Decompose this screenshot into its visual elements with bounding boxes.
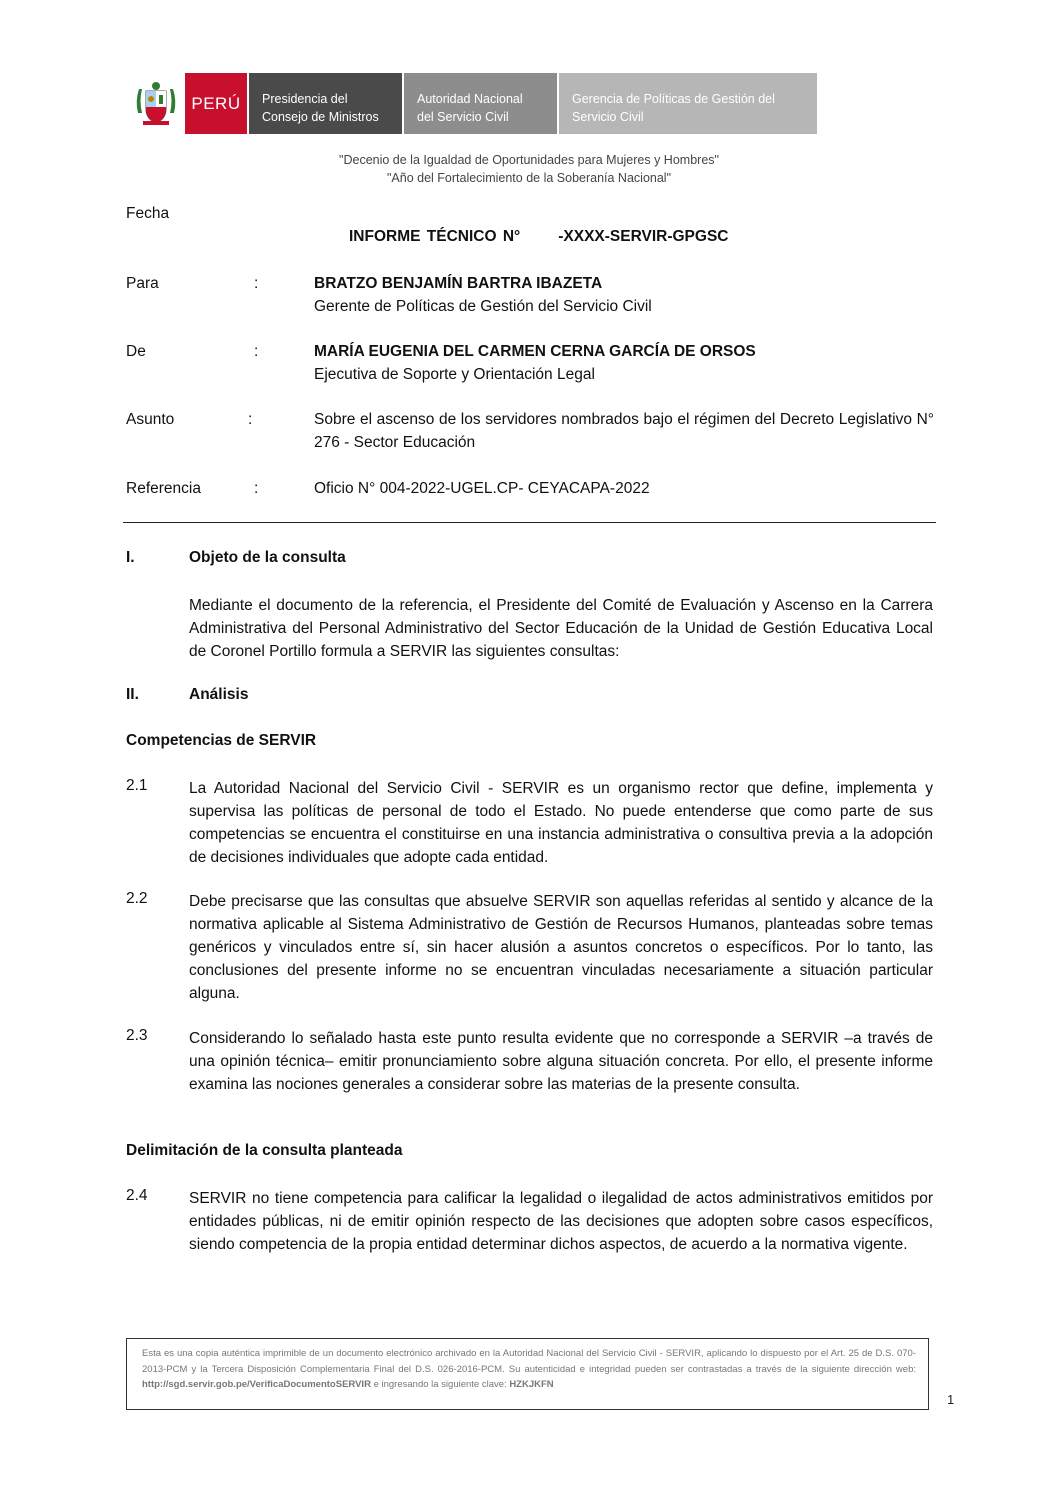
decenio-line-1: "Decenio de la Igualdad de Oportunidades para Mujeres y Hombres" bbox=[339, 153, 719, 167]
meta-de-name: MARÍA EUGENIA DEL CARMEN CERNA GARCÍA DE ORSOS bbox=[314, 343, 756, 360]
meta-asunto-value: Sobre el ascenso de los servidores nombrados bajo el régimen del Decreto Legislativo N° 276 - Sector Educación bbox=[314, 411, 934, 451]
paragraph-2-3-number: 2.3 bbox=[126, 1027, 148, 1044]
meta-de-colon: : bbox=[254, 343, 259, 360]
header-divider bbox=[123, 522, 936, 523]
meta-asunto-colon: : bbox=[248, 411, 253, 428]
paragraph-2-2: Debe precisarse que las consultas que absuelve SERVIR son aquellas referidas al sentido y alcance de la normativa aplicable al Sistema Administrativo de Gestión de Recursos Humanos, planteadas sobre temas genéricos y vinculados entre sí, sin hacer alusión a asuntos concretos o específicos. Por lo tanto, las conclusiones del presente informe no se encuentran vinculadas necesariamente a situación particular alguna. bbox=[189, 893, 933, 1002]
decenio-line-2: "Año del Fortalecimiento de la Soberanía Nacional" bbox=[386, 171, 672, 185]
section-1-title: Objeto de la consulta bbox=[189, 549, 346, 566]
institution-pcm-line2: Consejo de Ministros bbox=[262, 110, 379, 124]
meta-para-role: Gerente de Políticas de Gestión del Servicio Civil bbox=[314, 298, 652, 315]
paragraph-2-3: Considerando lo señalado hasta este punto resulta evidente que no corresponde a SERVIR –a través de una opinión técnica– emitir pronunciamiento sobre alguna situación concreta. Por ello, el presente informe examina las nociones generales a considerar sobre las materias de la presente consulta. bbox=[189, 1030, 933, 1093]
meta-asunto bbox=[126, 408, 934, 454]
meta-para-name: BRATZO BENJAMÍN BARTRA IBAZETA bbox=[314, 275, 603, 292]
peru-coat-of-arms-icon bbox=[130, 73, 182, 134]
meta-de-role: Ejecutiva de Soporte y Orientación Legal bbox=[314, 366, 595, 383]
peru-brand-text: PERÚ bbox=[191, 93, 241, 113]
meta-referencia-value: Oficio N° 004-2022-UGEL.CP- CEYACAPA-2022 bbox=[314, 480, 650, 497]
meta-para bbox=[126, 272, 934, 318]
informe-title-prefix: INFORME TÉCNICO N° bbox=[349, 228, 521, 245]
paragraph-2-2-number: 2.2 bbox=[126, 890, 148, 907]
delimitacion-heading: Delimitación de la consulta planteada bbox=[126, 1142, 403, 1159]
fecha-label: Fecha bbox=[126, 205, 170, 222]
institution-servir bbox=[404, 73, 557, 134]
section-1-number: I. bbox=[126, 549, 135, 566]
meta-referencia-label: Referencia bbox=[126, 480, 201, 497]
paragraph-2-1: La Autoridad Nacional del Servicio Civil - SERVIR es un organismo rector que define, implementa y supervisa las políticas de personal de todo el Estado. No puede entenderse que como parte de sus competencias se encuentra el constituirse en una instancia administrativa o consultiva previa a la adopción de decisiones individuales que adopte cada entidad. bbox=[189, 780, 933, 866]
page-number: 1 bbox=[947, 1392, 955, 1407]
institution-servir-line2: del Servicio Civil bbox=[417, 110, 509, 124]
authenticity-notice bbox=[126, 1338, 929, 1410]
institution-gpgsc-line2: Servicio Civil bbox=[572, 110, 644, 124]
informe-title bbox=[349, 228, 729, 246]
institution-gpgsc-line1: Gerencia de Políticas de Gestión del bbox=[572, 92, 775, 106]
meta-para-colon: : bbox=[254, 275, 259, 292]
meta-de-label: De bbox=[126, 343, 146, 360]
informe-title-suffix: -XXXX-SERVIR-GPGSC bbox=[558, 228, 729, 245]
meta-para-label: Para bbox=[126, 275, 159, 292]
meta-referencia-colon: : bbox=[254, 480, 259, 497]
meta-de bbox=[126, 340, 934, 386]
institution-gpgsc bbox=[559, 73, 817, 134]
meta-referencia bbox=[126, 477, 934, 500]
paragraph-2-1-number: 2.1 bbox=[126, 777, 148, 794]
institution-pcm bbox=[249, 73, 402, 134]
verification-url[interactable]: http://sgd.servir.gob.pe/VerificaDocumentoSERVIR bbox=[142, 1379, 371, 1390]
institution-pcm-line1: Presidencia del bbox=[262, 92, 348, 106]
peru-brand-logo bbox=[185, 73, 247, 134]
verification-key-text: e ingresando la siguiente clave: bbox=[373, 1379, 507, 1390]
decenio-banner bbox=[0, 151, 1058, 187]
authenticity-text: Esta es una copia auténtica imprimible de un documento electrónico archivado en la Autoridad Nacional del Servicio Civil - SERVIR, aplicando lo dispuesto por el Art. 25 de D.S. 070-2013-PCM y la Tercera Disposición Complementaria Final del D.S. 026-2016-PCM. Su autenticidad e integridad pueden ser contrastadas a través de la siguiente dirección web: bbox=[142, 1348, 916, 1375]
section-1-paragraph: Mediante el documento de la referencia, el Presidente del Comité de Evaluación y Ascenso en la Carrera Administrativa del Personal Administrativo del Sector Educación de la Unidad de Gestión Educativa Local de Coronel Portillo formula a SERVIR las siguientes consultas: bbox=[189, 597, 933, 660]
paragraph-2-4: SERVIR no tiene competencia para calificar la legalidad o ilegalidad de actos administrativos emitidos por entidades públicas, ni de emitir opinión respecto de las decisiones que adopten sobre casos específicos, siendo competencia de la propia entidad determinar dichos aspectos, de acuerdo a la normativa vigente. bbox=[189, 1190, 933, 1253]
verification-key: HZKJKFN bbox=[509, 1379, 554, 1390]
institutional-header bbox=[130, 73, 817, 134]
paragraph-2-4-number: 2.4 bbox=[126, 1187, 148, 1204]
section-2-title: Análisis bbox=[189, 686, 249, 703]
meta-asunto-label: Asunto bbox=[126, 411, 175, 428]
institution-servir-line1: Autoridad Nacional bbox=[417, 92, 523, 106]
competencias-heading: Competencias de SERVIR bbox=[126, 732, 317, 749]
section-2-number: II. bbox=[126, 686, 139, 703]
